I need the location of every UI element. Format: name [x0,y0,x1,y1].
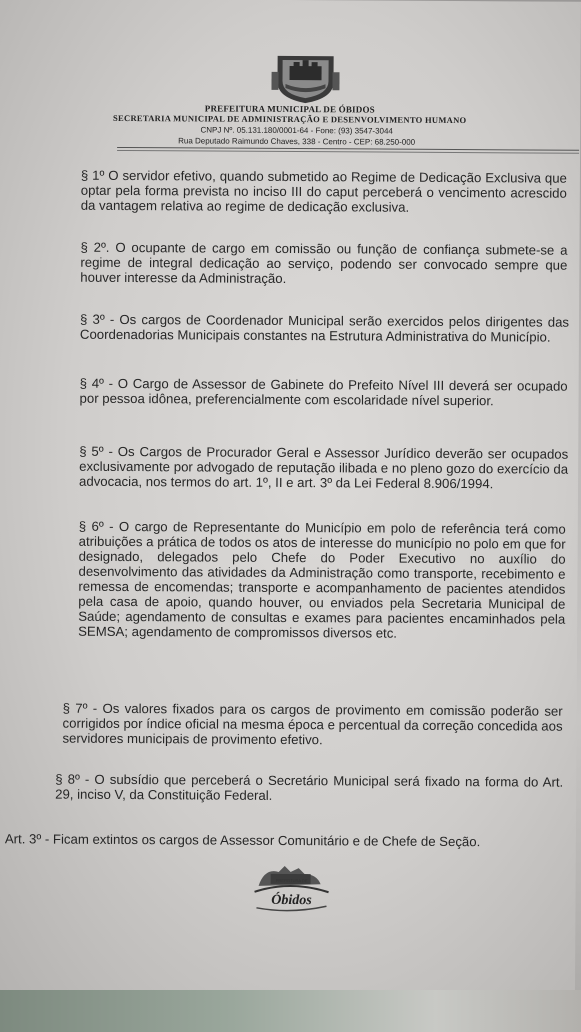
paragraph-6 [78,519,566,642]
municipal-crest-icon [271,52,339,104]
floor-background [0,990,581,1032]
paragraph-1 [81,168,567,216]
paragraph-text: O servidor efetivo, quando submetido ao Regime de Dedicação Exclusiva que optar pela forma prevista no inciso III do caput perceberá o vencimento acrescido da vantagem relativa ao regime de dedicação exclusiva. [80,167,567,215]
obidos-logo-icon [250,862,332,914]
secretariat-name: SECRETARIA MUNICIPAL DE ADMINISTRAÇÃO E DESENVOLVIMENTO HUMANO [113,112,467,126]
paragraph-text: . O ocupante de cargo em comissão ou função de confiança submete-se a regime de integral dedicação ao serviço, podendo ser convocado sempre que houver interesse da Administração. [80,239,568,286]
section-mark: § 5º [79,443,104,459]
paragraph-text: - O subsídio que perceberá o Secretário Municipal será fixado na forma do Art. 29, inciso V, da Constituição Federal. [55,771,564,803]
logo-tag: PREFEITURA DE [275,877,308,884]
address-line: Rua Deputado Raimundo Chaves, 338 - Centro - CEP: 68.250-000 [178,136,416,147]
section-mark: § 7º [62,700,88,716]
section-mark: § 1º [80,167,105,183]
paragraph-text: - O cargo de Representante do Município em polo de referência terá como atribuições a prática de todos os atos de interesse do município no polo em que for designado, delegados pelo Chefe do Poder Executivo no auxílio do desenvolvimento das atividades da Administração como transporte, recebimento e remessa de encomendas; transporte e acompanhamento de pacientes atendidos pela casa de apoio, quando houver, ou enviados pela Secretaria Municipal de Saúde; agendamento de consultas e exames para pacientes encaminhados pela SEMSA; agendamento de compromissos diversos etc. [78,518,566,641]
section-mark: § 6º [78,518,104,534]
paragraph-text: - Os cargos de Coordenador Municipal serão exercidos pelos dirigentes das Coordenadorias Municipais constantes na Estrutura Administrativa do Município. [79,311,570,345]
section-mark: § 3º [80,311,105,327]
paragraph-7 [62,701,562,749]
paragraph-3 [80,312,569,345]
section-mark: § 4º [79,375,104,391]
article-text: - Ficam extintos os cargos de Assessor Comunitário e de Chefe de Seção. [41,831,481,850]
header-rule-secondary [117,150,579,154]
paragraph-4 [80,376,568,409]
letterhead [0,0,581,147]
article-3 [5,831,565,849]
section-mark: § 2º [80,239,106,255]
prefecture-name: PREFEITURA MUNICIPAL DE ÓBIDOS [204,103,375,115]
article-mark: Art. 3º [4,831,42,847]
logo-name: Óbidos [271,892,312,909]
paragraph-text: - Os Cargos de Procurador Geral e Assessor Jurídico deverão ser ocupados exclusivamente por advogado de reputação ilibada e no pleno gozo do exercício da advocacia, nos termos do art. 1º, II e art. 3º da Lei Federal 8.906/1994. [79,443,569,492]
paragraph-text: - Os valores fixados para os cargos de provimento em comissão poderão ser corrigidos por índice oficial na mesma época e percentual da correção concedida aos servidores municipais de provimento efetivo. [62,700,563,748]
paragraph-text: - O Cargo de Assessor de Gabinete do Prefeito Nível III deverá ser ocupado por pessoa idônea, preferencialmente com escolaridade nível superior. [79,375,568,409]
paragraph-8 [55,772,563,805]
contact-line: CNPJ Nº. 05.131.180/0001-64 - Fone: (93) 3547-3044 [200,125,393,136]
section-mark: § 8º [55,771,80,787]
paragraph-2 [80,240,567,288]
paragraph-5 [79,444,568,492]
